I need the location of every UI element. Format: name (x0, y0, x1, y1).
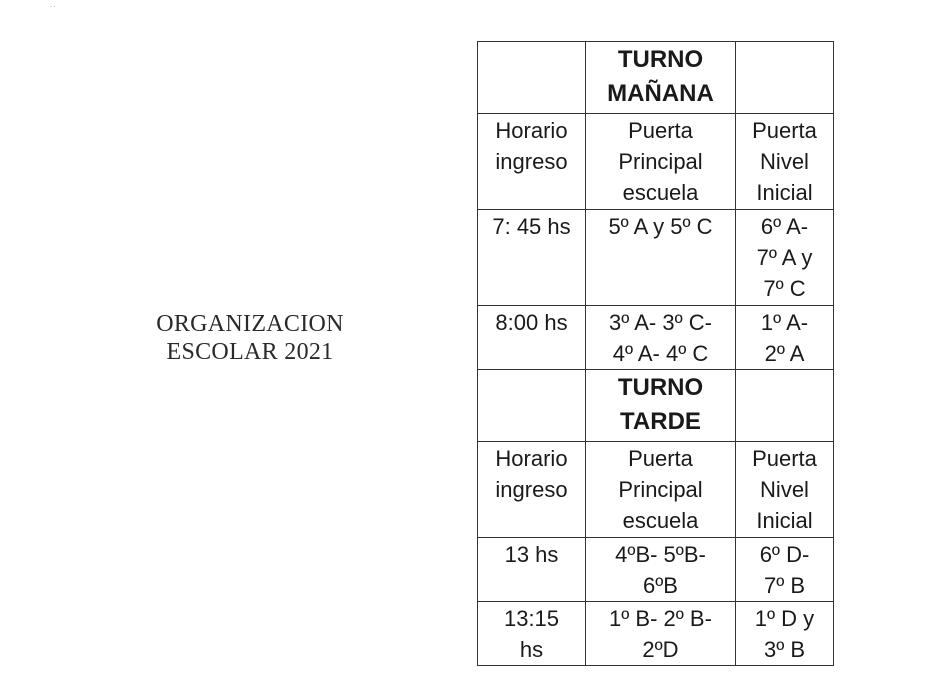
cell-time: 13 hs (478, 538, 586, 602)
empty-cell (736, 370, 834, 442)
empty-cell (478, 370, 586, 442)
afternoon-header-row (478, 442, 834, 538)
table-row (478, 306, 834, 370)
empty-cell (736, 42, 834, 114)
header-initial-door: Puerta Nivel Inicial (736, 114, 834, 210)
cell-time: 7: 45 hs (478, 210, 586, 306)
header-main-door: Puerta Principal escuela (586, 114, 736, 210)
morning-shift-row (478, 42, 834, 114)
title-line-2: ESCOLAR 2021 (166, 339, 334, 365)
document-title (130, 310, 370, 366)
afternoon-shift-title: TURNO TARDE (586, 370, 736, 442)
cell-initial-door: 6º D- 7º B (736, 538, 834, 602)
cell-initial-door: 6º A- 7º A y 7º C (736, 210, 834, 306)
schedule-table (477, 41, 834, 666)
header-time: Horario ingreso (478, 442, 586, 538)
cell-main-door: 5º A y 5º C (586, 210, 736, 306)
morning-shift-title: TURNO MAÑANA (586, 42, 736, 114)
table-row (478, 602, 834, 666)
empty-cell (478, 42, 586, 114)
header-main-door: Puerta Principal escuela (586, 442, 736, 538)
afternoon-shift-row (478, 370, 834, 442)
cell-main-door: 1º B- 2º B- 2ºD (586, 602, 736, 666)
table-row (478, 210, 834, 306)
cell-initial-door: 1º D y 3º B (736, 602, 834, 666)
cell-time: 13:15 hs (478, 602, 586, 666)
corner-mark: .. (50, 0, 57, 9)
cell-initial-door: 1º A- 2º A (736, 306, 834, 370)
title-line-1: ORGANIZACION (156, 311, 344, 337)
cell-main-door: 4ºB- 5ºB- 6ºB (586, 538, 736, 602)
table-row (478, 538, 834, 602)
cell-main-door: 3º A- 3º C- 4º A- 4º C (586, 306, 736, 370)
header-time: Horario ingreso (478, 114, 586, 210)
header-initial-door: Puerta Nivel Inicial (736, 442, 834, 538)
cell-time: 8:00 hs (478, 306, 586, 370)
morning-header-row (478, 114, 834, 210)
